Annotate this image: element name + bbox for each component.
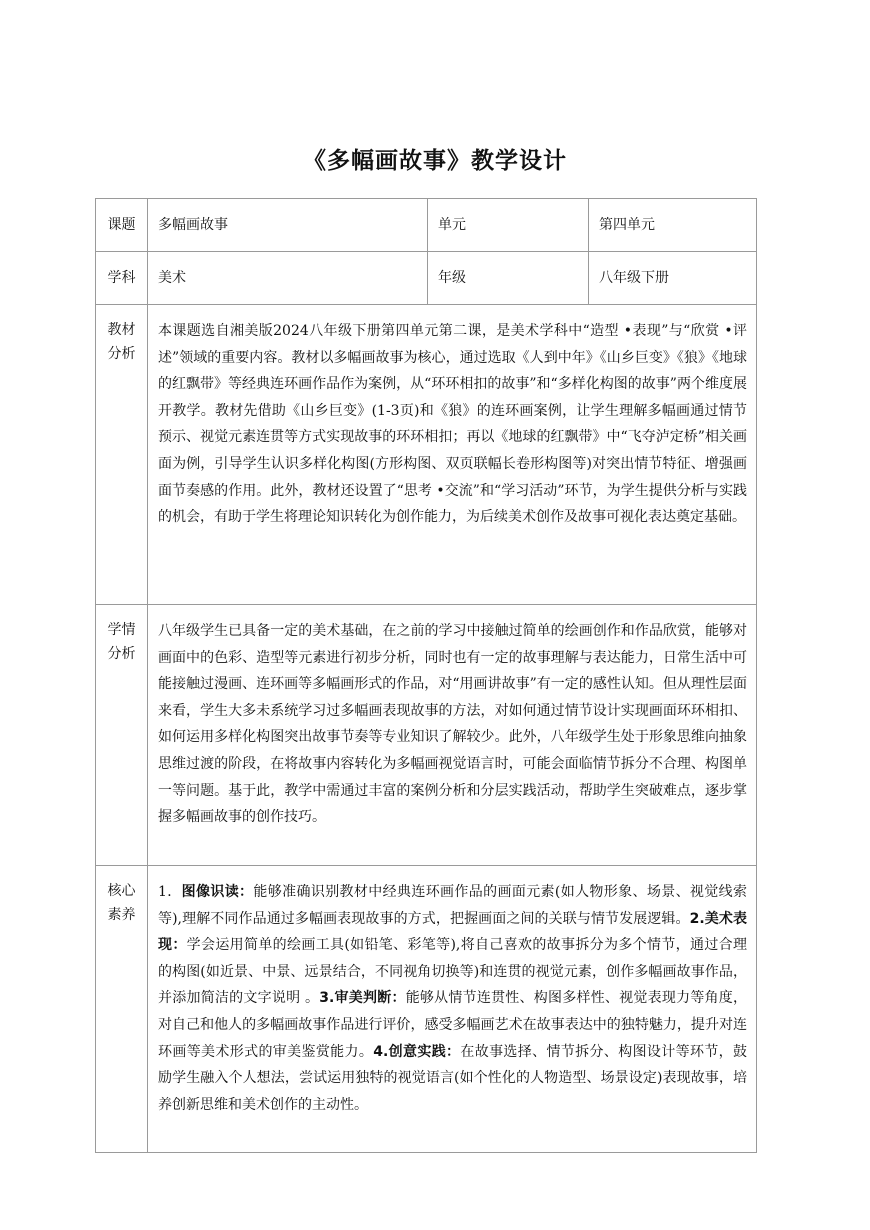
label-material-analysis: 教材分析 [96, 305, 148, 605]
table-row-core-literacy [96, 866, 757, 1153]
literacy-item-4-text: 在故事选择、情节拆分、构图设计等环节，鼓励学生融入个人想法，尝试运用独特的视觉语言(如个性化的人物造型、场景设定)表现故事，培养创新思维和美术创作的主动性。 [158, 1043, 748, 1113]
lesson-plan-table [95, 198, 757, 1153]
literacy-item-1-heading: 图像识读： [181, 884, 254, 900]
literacy-item-2-heading: 美术表现： [158, 910, 747, 954]
literacy-item-4-heading: 创意实践： [388, 1043, 461, 1060]
literacy-item-2-text: 学会运用简单的绘画工具(如铅笔、彩笔等),将自己喜欢的故事拆分为多个情节，通过合理的构图(如近景、中景、远景结合，不同视角切换等)和连贯的视觉元素，创作多幅画故事作品，并添加简洁的文字说明 。 [158, 937, 748, 1007]
document-title: 《多幅画故事》教学设计 [303, 148, 567, 174]
label-subject: 学科 [96, 252, 148, 305]
label-core-literacy: 核心素养 [96, 866, 148, 1153]
literacy-item-3-heading: 审美判断： [334, 990, 406, 1007]
core-literacy-text [148, 866, 757, 1153]
value-topic: 多幅画故事 [148, 199, 428, 252]
literacy-item-3-prefix: 3. [319, 990, 335, 1007]
literacy-item-4-prefix: 4. [373, 1043, 389, 1060]
table-row-material-analysis [96, 305, 757, 605]
label-grade: 年级 [428, 252, 589, 305]
literacy-item-3-text: 能够从情节连贯性、构图多样性、视觉表现力等角度，对自己和他人的多幅画故事作品进行评价，感受多幅画艺术在故事表达中的独特魅力，提升对连环画等美术形式的审美鉴赏能力。 [158, 990, 748, 1060]
material-analysis-text: 本课题选自湘美版2024八年级下册第四单元第二课，是美术学科中“造型 •表现”与“欣赏 •评述”领域的重要内容。教材以多幅画故事为核心，通过选取《人到中年》《山乡巨变》《狼》《地球的红飘带》等经典连环画作品作为案例，从“环环相扣的故事”和“多样化构图的故事”两个维度展开教学。教材先借助《山乡巨变》(1-3页)和《狼》的连环画案例，让学生理解多幅画通过情节预示、视觉元素连贯等方式实现故事的环环相扣；再以《地球的红飘带》中“飞夺泸定桥”相关画面为例，引导学生认识多样化构图(方形构图、双页联幅长卷形构图等)对突出情节特征、增强画面节奏感的作用。此外，教材还设置了“思考 •交流”和“学习活动”环节，为学生提供分析与实践的机会，有助于学生将理论知识转化为创作能力，为后续美术创作及故事可视化表达奠定基础。 [148, 305, 757, 605]
learner-analysis-text: 八年级学生已具备一定的美术基础，在之前的学习中接触过简单的绘画创作和作品欣赏，能够对画面中的色彩、造型等元素进行初步分析，同时也有一定的故事理解与表达能力，日常生活中可能接触过漫画、连环画等多幅画形式的作品，对“用画讲故事”有一定的感性认知。但从理性层面来看，学生大多未系统学习过多幅画表现故事的方法，对如何通过情节设计实现画面环环相扣、如何运用多样化构图突出故事节奏等专业知识了解较少。此外，八年级学生处于形象思维向抽象思维过渡的阶段，在将故事内容转化为多幅画视觉语言时，可能会面临情节拆分不合理、构图单一等问题。基于此，教学中需通过丰富的案例分析和分层实践活动，帮助学生突破难点，逐步掌握多幅画故事的创作技巧。 [148, 605, 757, 866]
literacy-item-1-prefix: 1． [158, 884, 182, 900]
label-topic: 课题 [96, 199, 148, 252]
table-row-learner-analysis [96, 605, 757, 866]
label-unit: 单元 [428, 199, 589, 252]
value-subject: 美术 [148, 252, 428, 305]
table-row-subject-title [96, 199, 757, 252]
value-unit: 第四单元 [589, 199, 757, 252]
literacy-item-1-text: 能够准确识别教材中经典连环画作品的画面元素(如人物形象、场景、视觉线索等),理解不同作品通过多幅画表现故事的方式，把握画面之间的关联与情节发展逻辑。 [158, 884, 747, 927]
value-grade: 八年级下册 [589, 252, 757, 305]
literacy-item-2-prefix: 2. [689, 910, 705, 927]
table-row-discipline [96, 252, 757, 305]
label-learner-analysis: 学情分析 [96, 605, 148, 866]
